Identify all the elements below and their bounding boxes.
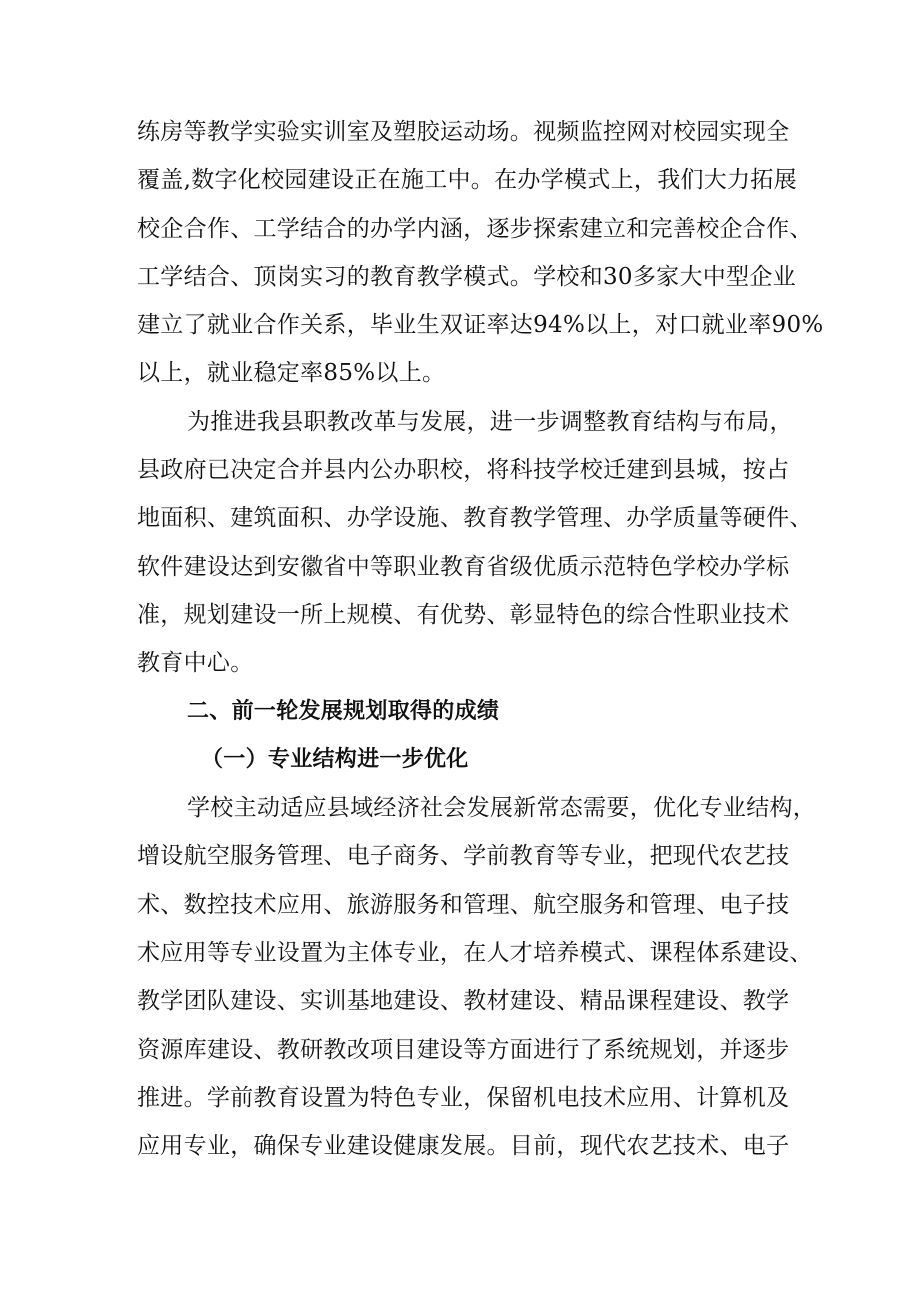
- body-line: 应用专业，确保专业建设健康发展。目前，现代农艺技术、电子: [137, 1133, 790, 1160]
- body-line: 准，规划建设一所上规模、有优势、彰显特色的综合性职业技术: [137, 601, 790, 628]
- section-heading: 二、前一轮发展规划取得的成绩: [187, 698, 500, 724]
- paragraph-first-line: 为推进我县职教改革与发展，进一步调整教育结构与布局，: [187, 408, 793, 435]
- body-line: 增设航空服务管理、电子商务、学前教育等专业，把现代农艺技: [137, 843, 790, 870]
- body-line: 工学结合、顶岗实习的教育教学模式。学校和30多家大中型企业: [137, 263, 796, 290]
- body-line: 练房等教学实验实训室及塑胶运动场。视频监控网对校园实现全: [137, 119, 790, 145]
- body-line: 软件建设达到安徽省中等职业教育省级优质示范特色学校办学标: [137, 553, 790, 580]
- document-body: [137, 108, 824, 1171]
- body-line: 以上，就业稳定率85%以上。: [137, 360, 446, 387]
- body-line: 推进。学前教育设置为特色专业，保留机电技术应用、计算机及: [137, 1084, 790, 1111]
- body-line: 覆盖,数字化校园建设正在施工中。在办学模式上，我们大力拓展: [137, 167, 798, 194]
- body-line: 校企合作、工学结合的办学内涵，逐步探索建立和完善校企合作、: [137, 215, 813, 242]
- body-line: 建立了就业合作关系，毕业生双证率达94%以上，对口就业率90%: [137, 312, 824, 339]
- body-line: 教学团队建设、实训基地建设、教材建设、精品课程建设、教学: [137, 988, 790, 1015]
- body-line: 术、数控技术应用、旅游服务和管理、航空服务和管理、电子技: [137, 891, 790, 918]
- body-line: 术应用等专业设置为主体专业，在人才培养模式、课程体系建设、: [137, 940, 813, 967]
- body-line: 地面积、建筑面积、办学设施、教育教学管理、办学质量等硬件、: [137, 505, 813, 532]
- subsection-heading: （一）专业结构进一步优化: [201, 746, 469, 772]
- body-line: 教育中心。: [137, 650, 254, 677]
- body-line: 资源库建设、教研教改项目建设等方面进行了系统规划，并逐步: [137, 1036, 790, 1063]
- paragraph-first-line: 学校主动适应县域经济社会发展新常态需要，优化专业结构，: [187, 795, 817, 822]
- body-line: 县政府已决定合并县内公办职校，将科技学校迁建到县城，按占: [137, 457, 790, 484]
